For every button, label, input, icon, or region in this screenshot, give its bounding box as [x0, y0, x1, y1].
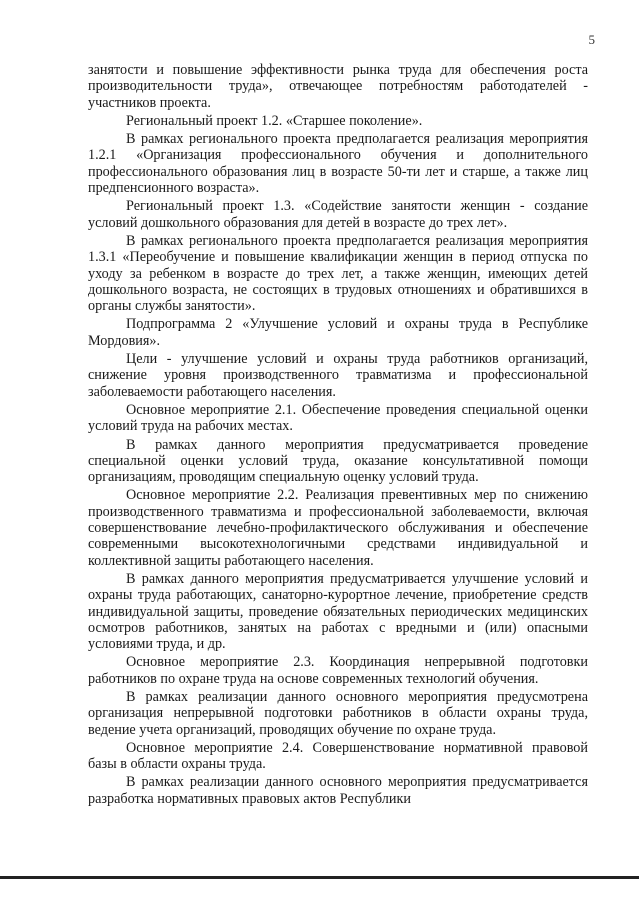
paragraph: В рамках регионального проекта предполагается реализация мероприятия 1.2.1 «Организация профессионального обучения и дополнительного профессионального образования лиц в возрасте 50-ти лет и старше, а также лиц предпенсионного возраста». — [88, 131, 588, 197]
document-body — [88, 62, 588, 809]
paragraph: В рамках реализации данного основного мероприятия предусмотрена организация непрерывной подготовки работников в области охраны труда, ведение учета организаций, проводящих обучение по охране труда. — [88, 688, 588, 738]
paragraph: Подпрограмма 2 «Улучшение условий и охраны труда в Республике Мордовия». — [88, 316, 588, 349]
bottom-scan-border — [0, 876, 639, 879]
paragraph: занятости и повышение эффективности рынка труда для обеспечения роста производительности труда», отвечающее потребностям работодателей - участников проекта. — [88, 62, 588, 111]
paragraph: Основное мероприятие 2.1. Обеспечение проведения специальной оценки условий труда на рабочих местах. — [88, 401, 588, 435]
paragraph: Региональный проект 1.3. «Содействие занятости женщин - создание условий дошкольного образования для детей в возрасте до трех лет». — [88, 198, 588, 231]
paragraph: Основное мероприятие 2.2. Реализация превентивных мер по снижению производственного травматизма и профессиональной заболеваемости, включая совершенствование лечебно-профилактического обслуживания и обеспечение современными высокотехнологичными средствами индивидуальной и коллективной защиты работающего населения. — [88, 487, 588, 569]
paragraph: Основное мероприятие 2.4. Совершенствование нормативной правовой базы в области охраны труда. — [88, 739, 588, 773]
paragraph: В рамках реализации данного основного мероприятия предусматривается разработка нормативных правовых актов Республики — [88, 774, 588, 807]
paragraph: В рамках данного мероприятия предусматривается проведение специальной оценки условий труда, оказание консультативной помощи организациям, проводящим специальную оценку условий труда. — [88, 436, 588, 486]
paragraph: В рамках регионального проекта предполагается реализация мероприятия 1.3.1 «Переобучение и повышение квалификации женщин в период отпуска по уходу за ребенком в возрасте до трех лет, а также женщин, имеющих детей дошкольного возраста, не состоящих в трудовых отношениях и обратившихся в органы службы занятости». — [88, 232, 588, 315]
page-number: 5 — [588, 32, 595, 47]
paragraph: Цели - улучшение условий и охраны труда работников организаций, снижение уровня производственного травматизма и профессиональной заболеваемости работающего населения. — [88, 351, 588, 400]
paragraph: Региональный проект 1.2. «Старшее поколение». — [126, 112, 423, 129]
paragraph: Основное мероприятие 2.3. Координация непрерывной подготовки работников по охране труда на основе современных технологий обучения. — [88, 654, 588, 687]
paragraph: В рамках данного мероприятия предусматривается улучшение условий и охраны труда работающих, санаторно-курортное лечение, приобретение средств индивидуальной защиты, проведение обязательных периодических медицинских осмотров работников, занятых на работах с вредными и (или) опасными условиями труда, и др. — [88, 570, 588, 653]
